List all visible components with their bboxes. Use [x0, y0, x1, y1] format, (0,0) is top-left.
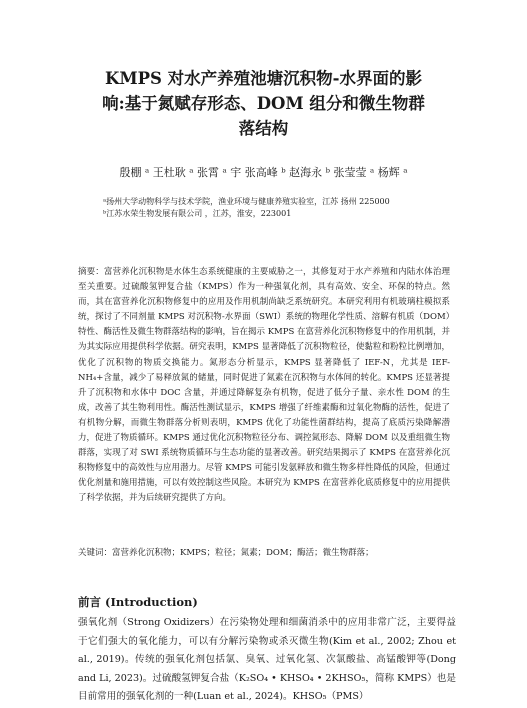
- section-heading-introduction: [78, 594, 198, 610]
- affiliation-a: ᵃ扬州大学动物科学与技术学院，渔业环境与健康养殖实验室，江苏 扬州 225000: [103, 197, 390, 206]
- keywords-line: 关键词：富营养化沉积物；KMPS；粒径；氮素；DOM；酶活；微生物群落；: [78, 548, 374, 558]
- abstract-text: 摘要：富营养化沉积物是水体生态系统健康的主要威胁之一，其修复对于水产养殖和内陆水体治理至关重要。过硫酸氢钾复合盐（KMPS）作为一种强氧化剂，具有高效、安全、环保的特点。然而，其在富营养化沉积物修复中的应用及作用机制尚缺乏系统研究。本研究利用有机玻璃柱模拟系统，探讨了不同剂量 KMPS 对沉积物-水界面（SWI）系统的物理化学性质、溶解有机质（DOM）特性、酶活性及微生物群落结构的影响，旨在揭示 KMPS 在富营养化沉积物修复中的作用机制，并为其实际应用提供科学依据。研究表明，KMPS 显著降低了沉积物粒径，使黏粒和粉粒比例增加，优化了沉积物的物质交换能力。氮形态分析显示，KMPS 显著降低了 IEF-N，尤其是 IEF-NH₄+含量，减少了易释放氮的储量，同时促进了氮素在沉积物与水体间的转化。KMPS 还显著提升了沉积物和水体中 DOC 含量，并通过降解复杂有机物，促进了低分子量、亲水性 DOM 的生成，改善了其生物利用性。酶活性测试显示，KMPS 增强了纤维素酶和过氧化物酶的活性，促进了有机物分解，而微生物群落分析则表明，KMPS 优化了功能性菌群结构，提高了底质污染降解潜力，促进了物质循环。KMPS 通过优化沉积物粒径分布、调控氮形态、降解 DOM 以及重组微生物群落，实现了对 SWI 系统物质循环与生态功能的显著改善。研究结果揭示了 KMPS 在富营养化沉积物修复中的高效性与应用潜力。尽管 KMPS 可能引发氨释放和微生物多样性降低的风险，但通过优化剂量和施用措施，可以有效控制这些风险。本研究为 KMPS 在富营养化底质修复中的应用提供了科学依据，并为后续研究提供了方向。: [78, 267, 451, 504]
- author-list: 殷棚 ᵃ 王杜耿 ᵃ 张霄 ᵃ 宇 张高峰 ᵇ 赵海永 ᵇ 张莹莹 ᵃ 杨辉 ᵃ: [119, 166, 408, 179]
- heading-cn: 前言: [78, 595, 101, 609]
- paper-title: [60, 66, 467, 141]
- heading-en: (Introduction): [105, 595, 198, 609]
- title-line-3: 落结构: [238, 119, 289, 138]
- affiliation-b: ᵇ江苏水荣生物发展有限公司 ，江苏，淮安，223001: [103, 209, 292, 218]
- introduction-paragraph: 强氧化剂（Strong Oxidizers）在污染物处理和细菌消杀中的应用非常广泛，主要得益于它们强大的氧化能力，可以有分解污染物或杀灭微生物(Kim et al., 2002; Zhou et al., 2019)。传统的强氧化剂包括氯、臭氧、过氧化氢、次氯酸盐、高锰酸钾等(Dong and Li, 2023)。过硫酸氢钾复合盐（K₂SO₄ • KHSO₄ • 2KHSO₅，简称 KMPS）也是目前常用的强氧化剂的一种(Luan et al., 2024)。KHSO₅（PMS）: [78, 617, 456, 703]
- title-line-1: KMPS 对水产养殖池塘沉积物-水界面的影: [104, 69, 423, 88]
- title-line-2: 响:基于氮赋存形态、DOM 组分和微生物群: [102, 94, 425, 113]
